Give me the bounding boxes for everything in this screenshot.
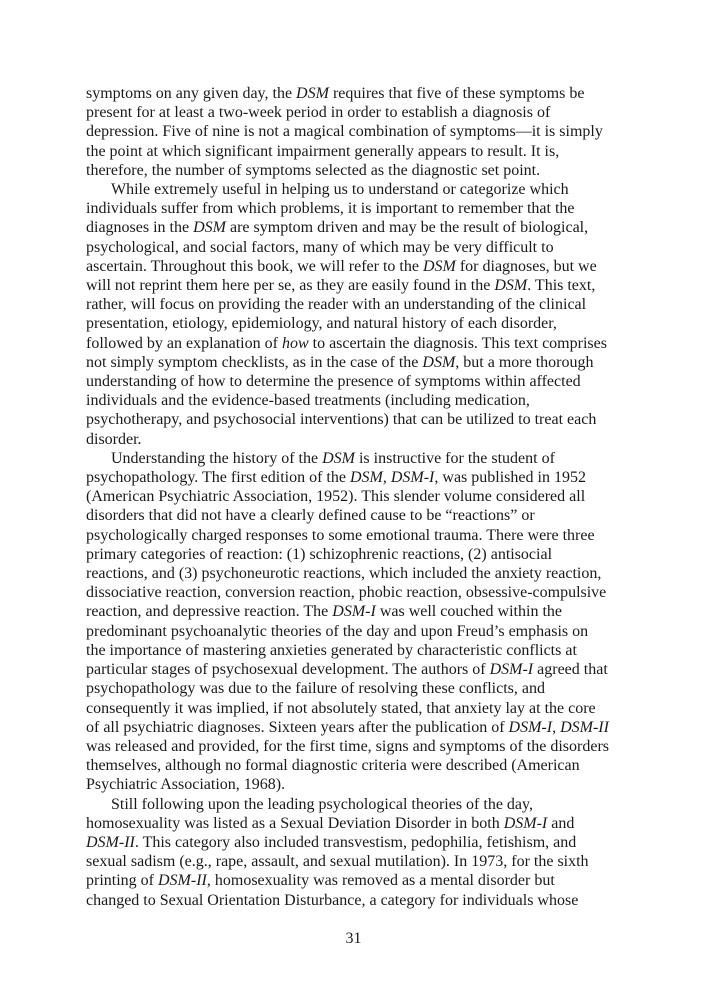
text-line [86,775,626,794]
text-line [86,583,626,602]
text-line [86,199,626,218]
text-line [86,564,626,583]
text-run: to ascertain the diagnosis. This text comprises [308,334,607,352]
text-line [86,257,626,276]
text-run: (American Psychiatric Association, 1952). This slender volume considered all [86,488,586,506]
italic-term: DSM-II [560,718,609,736]
text-run: psychopathology. The first edition of the [86,469,350,487]
text-line [86,161,626,180]
text-run: psychotherapy, and psychosocial interventions) that can be utilized to treat each [86,411,597,429]
text-line [86,449,626,468]
italic-term: DSM-I [503,814,548,832]
italic-term: DSM [349,469,383,487]
text-line [86,699,626,718]
text-line [86,795,626,814]
text-line [86,756,626,775]
text-line [86,737,626,756]
text-line [86,314,626,333]
text-run: , was published in 1952 [434,469,586,487]
text-line [86,852,626,871]
text-line [86,295,626,314]
paragraph [86,180,626,449]
text-run: for diagnoses, but we [455,257,597,275]
text-run: are symptom driven and may be the result of biological, [225,219,589,237]
text-run: will not reprint them here per se, as they are easily found in the [86,277,495,295]
text-run: disorders that did not have a clearly defined cause to be “reactions” or [86,507,535,525]
text-run: rather, will focus on providing the reader with an understanding of the clinical [86,296,587,314]
italic-term: DSM-I [332,603,376,621]
text-line [86,391,626,410]
text-run: reactions, and (3) psychoneurotic reactions, which included the anxiety reaction, [86,565,602,583]
text-run: therefore, the number of symptoms selected as the diagnostic set point. [86,161,541,179]
text-run: printing of [86,872,158,890]
italic-term: DSM-II [158,872,207,890]
text-run: changed to Sexual Orientation Disturbance, a category for individuals whose [86,891,579,909]
text-line [86,430,626,449]
italic-term: DSM [422,257,456,275]
text-line [86,679,626,698]
text-line [86,545,626,564]
text-line [86,622,626,641]
text-line [86,238,626,257]
text-run: themselves, although no formal diagnostic criteria were described (American [86,757,580,775]
text-run: reaction, and depressive reaction. The [86,603,333,621]
paragraph [86,795,626,910]
text-run: presentation, etiology, epidemiology, and natural history of each disorder, [86,315,557,333]
text-line [86,814,626,833]
text-run: homosexuality was listed as a Sexual Deviation Disorder in both [86,814,504,832]
text-run: the importance of mastering anxieties generated by characteristic conflicts at [86,641,577,659]
text-line [86,660,626,679]
text-run: While extremely useful in helping us to understand or categorize which [111,181,569,199]
text-run: was released and provided, for the first time, signs and symptoms of the disorders [86,737,609,755]
italic-term: DSM-I [508,718,553,736]
italic-term: DSM-I [390,469,435,487]
text-run: , homosexuality was removed as a mental disorder but [206,872,555,890]
text-run: was well couched within the [375,603,562,621]
text-run: present for at least a two-week period in order to establish a diagnosis of [86,104,551,122]
text-run: not simply symptom checklists, as in the case of the [86,353,423,371]
text-run: diagnoses in the [86,219,194,237]
text-run: individuals suffer from which problems, it is important to remember that the [86,200,575,218]
italic-term: DSM [494,277,528,295]
italic-term: DSM [422,353,456,371]
paragraph [86,449,626,795]
text-run: Still following upon the leading psychological theories of the day, [111,795,533,813]
text-run: requires that five of these symptoms be [328,85,585,102]
text-run: primary categories of reaction: (1) schizophrenic reactions, (2) antisocial [86,545,553,563]
text-line [86,718,626,737]
text-run: particular stages of psychosexual development. The authors of [86,661,490,679]
body-text [86,84,626,910]
text-run: psychological, and social factors, many of which may be very difficult to [86,238,554,256]
text-line [86,372,626,391]
text-line [86,180,626,199]
text-run: individuals and the evidence-based treatments (including medication, [86,392,530,410]
text-run: sexual sadism (e.g., rape, assault, and sexual mutilation). In 1973, for the sixth [86,853,589,871]
text-line [86,468,626,487]
text-run: understanding of how to determine the presence of symptoms within affected [86,373,581,391]
text-line [86,142,626,161]
text-run: . This category also included transvestism, pedophilia, fetishism, and [134,833,577,851]
text-line [86,353,626,372]
text-line [86,641,626,660]
text-run: . This text, [527,277,596,295]
text-run: of all psychiatric diagnoses. Sixteen years after the publication of [86,718,509,736]
text-line [86,84,626,103]
italic-term: DSM-II [86,833,135,851]
text-line [86,218,626,237]
italic-term: DSM [322,449,355,467]
text-run: symptoms on any given day, the [86,85,297,102]
text-line [86,526,626,545]
text-run: , [382,469,391,487]
text-line [86,103,626,122]
italic-term: DSM [193,219,226,237]
text-run: predominant psychoanalytic theories of the day and upon Freud’s emphasis on [86,622,589,640]
paragraph [86,84,626,180]
text-line [86,122,626,141]
text-run: , [552,718,561,736]
text-line [86,891,626,910]
text-line [86,487,626,506]
text-line [86,276,626,295]
text-run: Psychiatric Association, 1968). [86,776,286,794]
text-run: , but a more thorough [455,353,594,371]
text-run: is instructive for the student of [354,449,555,467]
text-line [86,410,626,429]
text-run: and [547,814,575,832]
italic-term: DSM [296,85,329,102]
text-line [86,602,626,621]
text-line [86,506,626,525]
italic-term: DSM-I [489,661,534,679]
text-run: consequently it was implied, if not absolutely stated, that anxiety lay at the core [86,699,596,717]
text-run: ascertain. Throughout this book, we will refer to the [86,257,423,275]
italic-term: how [281,334,309,352]
text-run: disorder. [86,430,142,448]
text-line [86,833,626,852]
text-run: the point at which significant impairment generally appears to result. It is, [86,142,560,160]
text-run: Understanding the history of the [111,449,323,467]
text-run: dissociative reaction, conversion reaction, phobic reaction, obsessive-compulsive [86,584,607,602]
text-run: depression. Five of nine is not a magical combination of symptoms—it is simply [86,123,603,141]
text-run: psychopathology was due to the failure of resolving these conflicts, and [86,680,545,698]
text-run: followed by an explanation of [86,334,282,352]
text-line [86,871,626,890]
text-run: psychologically charged responses to some emotional trauma. There were three [86,526,595,544]
page-number: 31 [345,930,362,947]
text-line [86,334,626,353]
text-run: agreed that [533,661,608,679]
